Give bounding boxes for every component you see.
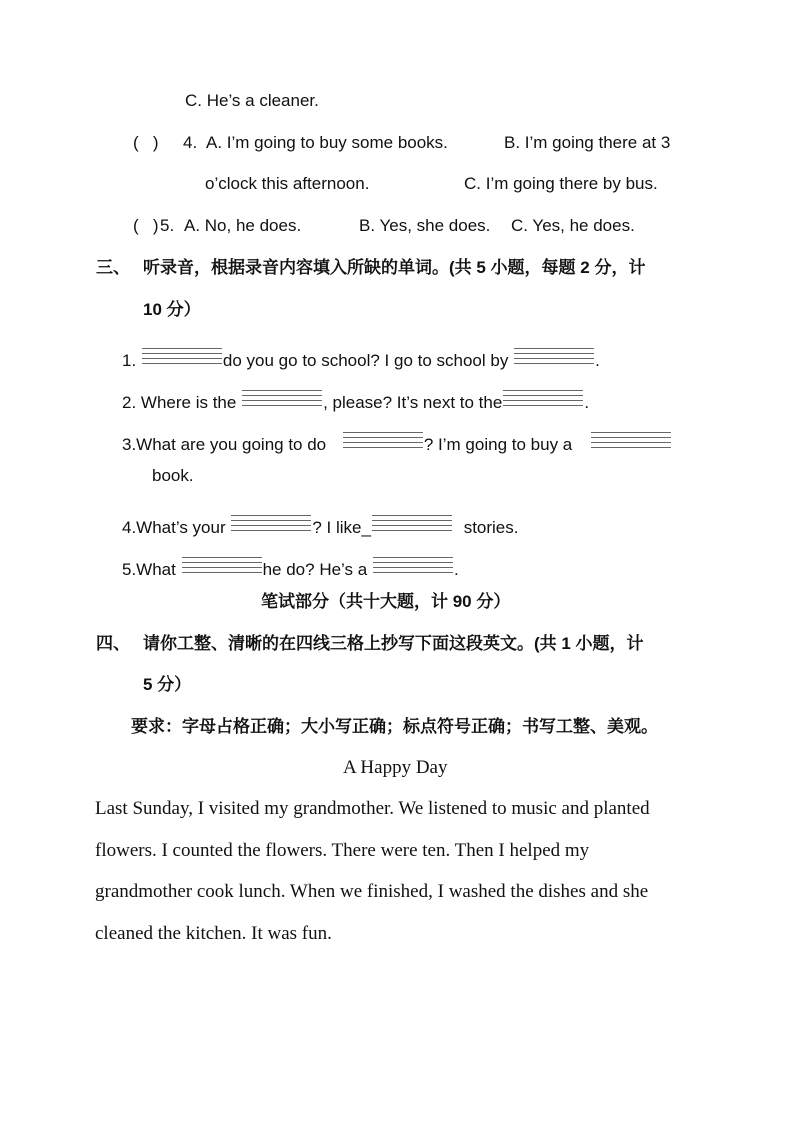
section4-number: 四、: [96, 634, 130, 653]
q5-option-a: A. No, he does.: [184, 216, 302, 235]
fill-item-5: [122, 555, 459, 581]
passage-line-4: cleaned the kitchen. It was fun.: [95, 923, 332, 944]
section3-number: 三、: [96, 258, 130, 277]
fill-item-1: [122, 346, 600, 372]
fill-item-2-prefix: 2. Where is the: [122, 393, 237, 412]
fill-item-4-prefix: 4.What’s your: [122, 518, 226, 537]
q4-answer-paren[interactable]: ( ): [133, 133, 159, 152]
fill-blank-2b[interactable]: [503, 390, 583, 410]
fill-item-2-suffix: .: [584, 393, 590, 412]
fill-blank-5a[interactable]: [182, 557, 262, 577]
section4-instruction: 请你工整、清晰的在四线三格上抄写下面这段英文。(共 1 小题，计: [143, 634, 644, 653]
fill-blank-1a[interactable]: [142, 348, 222, 368]
q5-answer-paren[interactable]: ( ): [133, 216, 159, 235]
q4-option-b: B. I’m going there at 3: [504, 133, 671, 152]
fill-item-5-middle: he do? He’s a: [262, 560, 368, 579]
fill-item-1-middle: do you go to school? I go to school by: [222, 351, 509, 370]
fill-item-2-middle: , please? It’s next to the: [323, 393, 503, 412]
fill-blank-3b[interactable]: [591, 432, 671, 452]
fill-item-4-suffix: stories.: [463, 518, 519, 537]
q4-option-b-cont: o’clock this afternoon.: [205, 174, 370, 193]
fill-item-5-prefix: 5.What: [122, 560, 176, 579]
fill-item-4: [122, 513, 518, 539]
fill-blank-1b[interactable]: [514, 348, 594, 368]
q4-option-c: C. I’m going there by bus.: [464, 174, 658, 193]
q5-option-c: C. Yes, he does.: [511, 216, 635, 235]
section4-requirement: 要求：字母占格正确；大小写正确；标点符号正确；书写工整、美观。: [131, 717, 658, 736]
fill-item-1-suffix: .: [595, 351, 600, 370]
section3-instruction-cont: 10 分）: [143, 300, 201, 319]
fill-blank-5b[interactable]: [373, 557, 453, 577]
section3-instruction: 听录音，根据录音内容填入所缺的单词。(共 5 小题，每题 2 分，计: [143, 258, 646, 277]
fill-item-2: [122, 388, 589, 414]
passage-line-1: Last Sunday, I visited my grandmother. We listened to music and planted: [95, 798, 650, 819]
fill-blank-4b[interactable]: [372, 515, 452, 535]
fill-item-1-prefix: 1.: [122, 351, 137, 370]
q4-number: 4.: [183, 133, 198, 152]
q5-number: 5.: [160, 216, 175, 235]
fill-item-5-suffix: .: [453, 560, 459, 579]
q5-option-b: B. Yes, she does.: [359, 216, 491, 235]
fill-blank-3a[interactable]: [343, 432, 423, 452]
fill-blank-4a[interactable]: [231, 515, 311, 535]
section4-instruction-cont: 5 分）: [143, 675, 192, 694]
written-part-title: 笔试部分（共十大题，计 90 分）: [261, 592, 511, 611]
passage-title: A Happy Day: [343, 757, 448, 778]
q4-option-a: A. I’m going to buy some books.: [206, 133, 448, 152]
passage-line-2: flowers. I counted the flowers. There were ten. Then I helped my: [95, 840, 590, 861]
q3-option-c: C. He’s a cleaner.: [185, 91, 319, 110]
fill-item-4-middle: ? I like_: [312, 518, 371, 537]
fill-item-3-prefix: 3.What are you going to do: [122, 435, 327, 454]
passage-line-3: grandmother cook lunch. When we finished, I washed the dishes and she: [95, 881, 649, 902]
fill-blank-2a[interactable]: [242, 390, 322, 410]
fill-item-3-middle: ? I’m going to buy a: [423, 435, 573, 454]
fill-item-3: [122, 430, 672, 456]
fill-item-3-cont: book.: [152, 466, 194, 485]
